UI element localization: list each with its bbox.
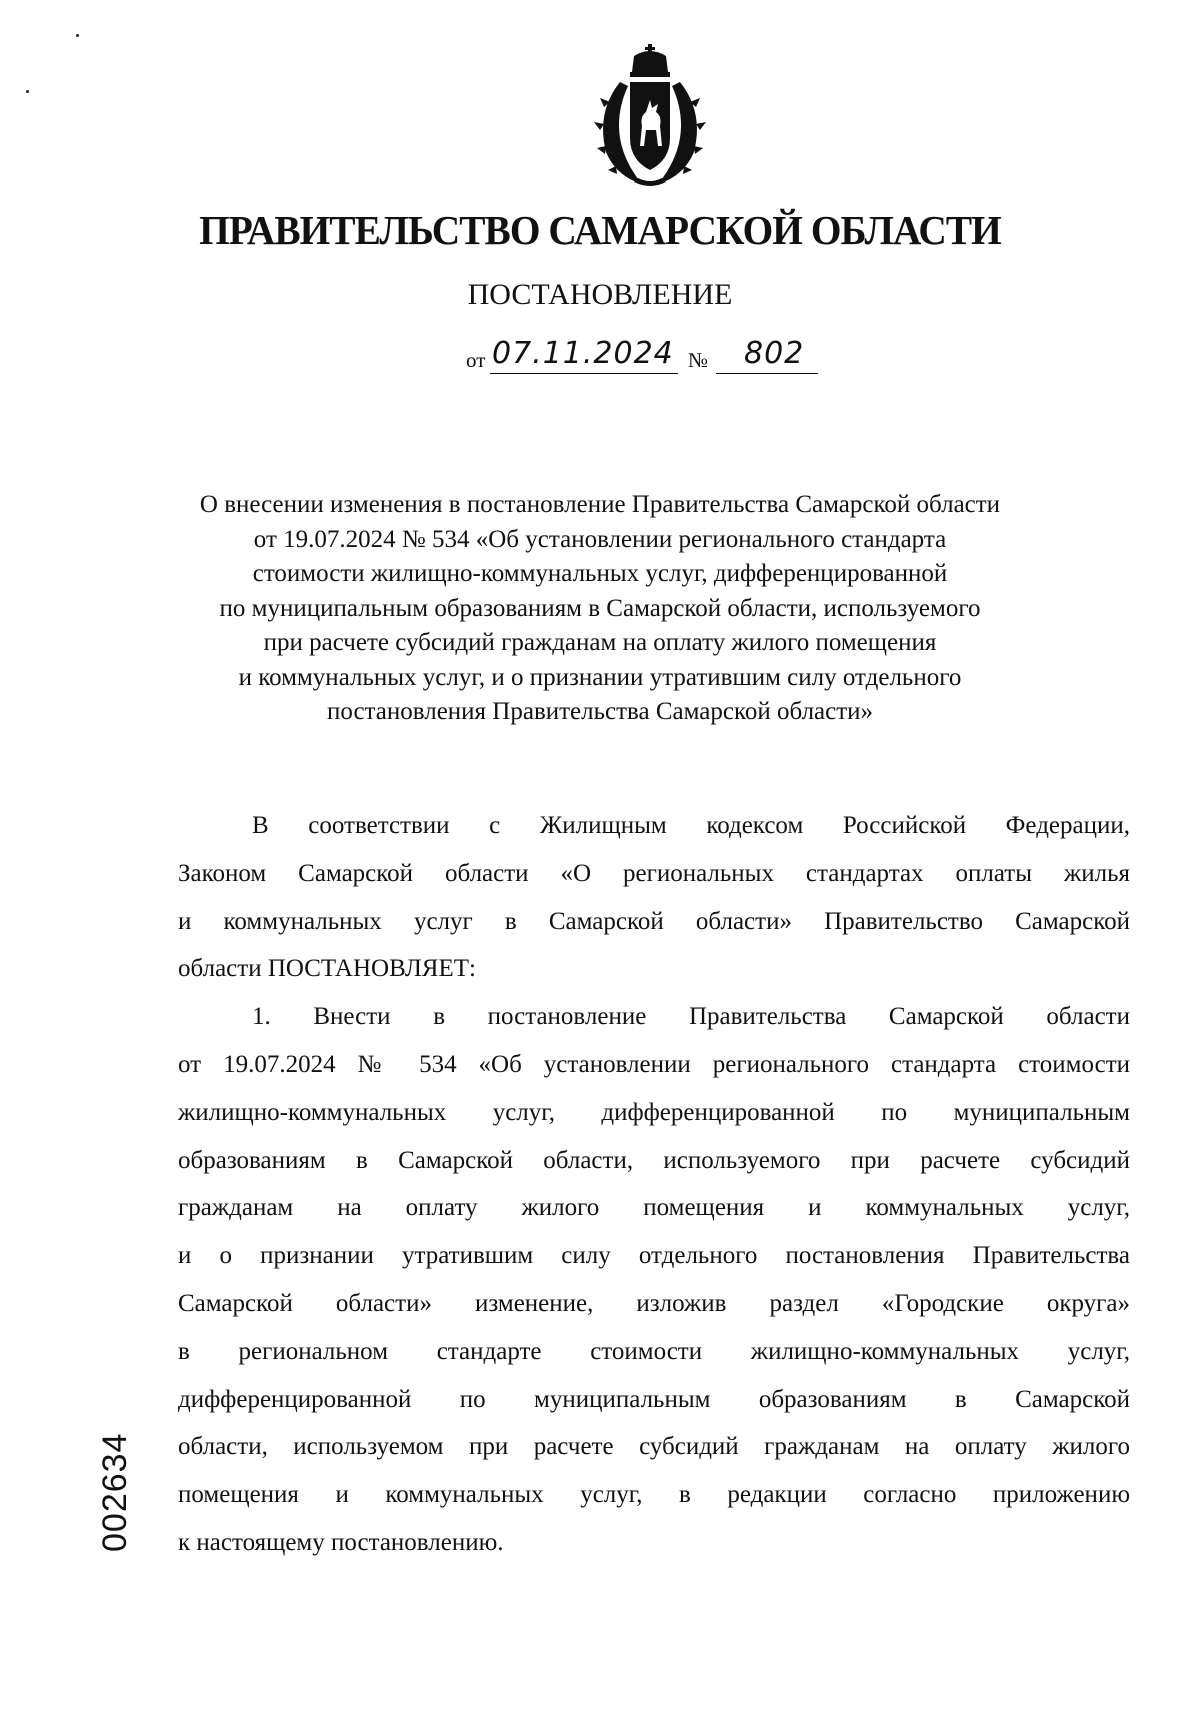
date-prefix: от (466, 348, 486, 372)
body-line: в региональном стандарте стоимости жилищно-коммунальных услуг, (178, 1337, 1130, 1365)
handwritten-number: 802 (744, 336, 805, 371)
handwritten-date: 07.11.2024 (492, 336, 674, 371)
date-number-line (466, 338, 866, 378)
number-underline (716, 373, 818, 374)
subject-line: и коммунальных услуг, и о признании утратившим силу отдельного (238, 663, 962, 691)
body-line: и коммунальных услуг в Самарской области» Правительство Самарской (178, 907, 1130, 935)
subject-line: О внесении изменения в постановление Правительства Самарской области (199, 491, 1001, 518)
body-line: жилищно-коммунальных услуг, дифференцированной по муниципальным (178, 1098, 1130, 1126)
body-line: гражданам на оплату жилого помещения и коммунальных услуг, (178, 1194, 1130, 1222)
body-line: Самарской области» изменение, изложив раздел «Городские округа» (178, 1289, 1130, 1317)
document-subject (150, 488, 1050, 730)
subject-line: постановления Правительства Самарской области» (326, 698, 874, 725)
body-line: области, используемом при расчете субсидий гражданам на оплату жилого (178, 1433, 1130, 1461)
date-underline (490, 373, 678, 374)
subject-line: стоимости жилищно-коммунальных услуг, дифференцированной (252, 560, 948, 587)
number-prefix: № (688, 348, 709, 372)
government-title: ПРАВИТЕЛЬСТВО САМАРСКОЙ ОБЛАСТИ (199, 207, 1001, 253)
body-line: образованиям в Самарской области, используемого при расчете субсидий (178, 1146, 1130, 1174)
subject-line: при расчете субсидий гражданам на оплату жилого помещения (263, 629, 937, 656)
subject-line: по муниципальным образованиям в Самарской области, используемого (219, 594, 981, 622)
body-line: к настоящему постановлению. (178, 1528, 504, 1556)
document-body (178, 802, 1130, 1567)
preamble-paragraph (178, 802, 1130, 993)
body-line: и о признании утратившим силу отдельного постановления Правительства (178, 1242, 1130, 1270)
body-line: дифференцированной по муниципальным образованиям в Самарской (178, 1385, 1130, 1413)
document-type: ПОСТАНОВЛЕНИЕ (467, 278, 733, 311)
scan-speck (76, 34, 79, 37)
subject-line: от 19.07.2024 № 534 «Об установлении регионального стандарта (253, 525, 947, 553)
body-line: помещения и коммунальных услуг, в редакции согласно приложению (178, 1481, 1130, 1509)
clause-1-paragraph (178, 993, 1130, 1567)
body-line: от 19.07.2024 № 534 «Об установлении регионального стандарта стоимости (178, 1050, 1130, 1078)
body-line: 1. Внести в постановление Правительства Самарской области (252, 1003, 1130, 1031)
registration-side-number: 002634 (96, 1432, 134, 1552)
scan-speck (26, 90, 29, 93)
body-line: области ПОСТАНОВЛЯЕТ: (178, 955, 476, 983)
body-line: Законом Самарской области «О региональных стандартах оплаты жилья (178, 859, 1130, 887)
coat-of-arms-emblem (590, 42, 710, 190)
body-line: В соответствии с Жилищным кодексом Российской Федерации, (252, 812, 1130, 839)
